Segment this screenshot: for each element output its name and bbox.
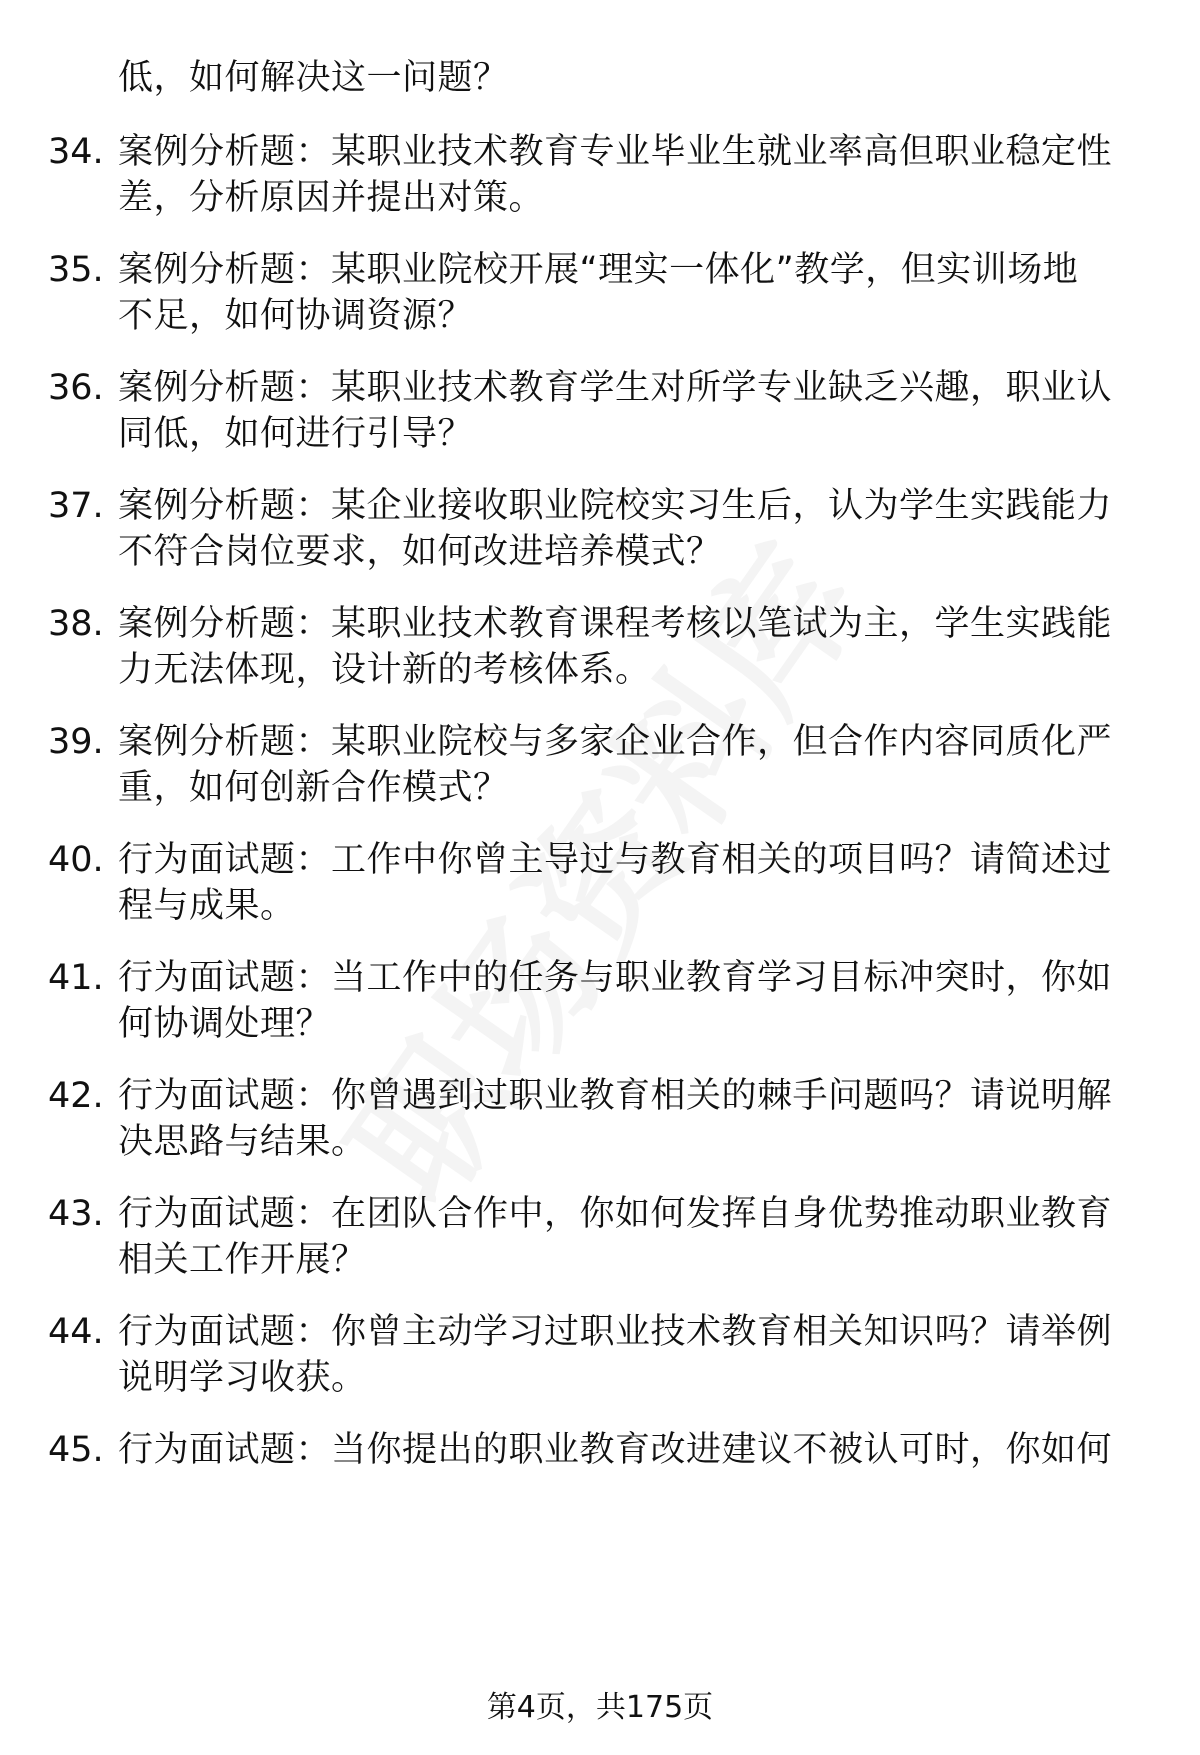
question-line: 案例分析题：某职业技术教育学生对所学专业缺乏兴趣，职业认 <box>118 368 1113 408</box>
question-line: 行为面试题：你曾主动学习过职业技术教育相关知识吗？请举例 <box>118 1312 1113 1352</box>
question-line: 不足，如何协调资源？ <box>118 296 474 336</box>
question-number: 36. <box>48 368 104 408</box>
question-line: 力无法体现，设计新的考核体系。 <box>118 650 651 690</box>
question-line: 行为面试题：你曾遇到过职业教育相关的棘手问题吗？请说明解 <box>118 1076 1113 1116</box>
question-number: 44. <box>48 1312 104 1352</box>
question-line: 相关工作开展？ <box>118 1240 367 1280</box>
question-line: 同低，如何进行引导？ <box>118 414 474 454</box>
question-line: 不符合岗位要求，如何改进培养模式？ <box>118 532 722 572</box>
question-line: 行为面试题：当工作中的任务与职业教育学习目标冲突时，你如 <box>118 958 1113 998</box>
question-number: 41. <box>48 958 104 998</box>
question-line: 行为面试题：在团队合作中，你如何发挥自身优势推动职业教育 <box>118 1194 1113 1234</box>
question-number: 45. <box>48 1430 104 1470</box>
question-line: 行为面试题：当你提出的职业教育改进建议不被认可时，你如何 <box>118 1430 1113 1470</box>
question-line: 说明学习收获。 <box>118 1358 367 1398</box>
question-line: 案例分析题：某职业院校与多家企业合作，但合作内容同质化严 <box>118 722 1113 762</box>
question-number: 37. <box>48 486 104 526</box>
question-number: 39. <box>48 722 104 762</box>
question-number: 34. <box>48 132 104 172</box>
question-line: 案例分析题：某职业技术教育课程考核以笔试为主，学生实践能 <box>118 604 1113 644</box>
question-line: 低，如何解决这一问题？ <box>118 58 509 98</box>
question-line: 案例分析题：某职业技术教育专业毕业生就业率高但职业稳定性 <box>118 132 1113 172</box>
question-number: 42. <box>48 1076 104 1116</box>
question-number: 40. <box>48 840 104 880</box>
question-line: 何协调处理？ <box>118 1004 332 1044</box>
page-footer: 第4页，共175页 <box>486 1690 714 1725</box>
question-number: 35. <box>48 250 104 290</box>
question-number: 38. <box>48 604 104 644</box>
question-line: 程与成果。 <box>118 886 296 926</box>
question-line: 案例分析题：某企业接收职业院校实习生后，认为学生实践能力 <box>118 486 1113 526</box>
question-line: 重，如何创新合作模式？ <box>118 768 509 808</box>
question-line: 差，分析原因并提出对策。 <box>118 178 545 218</box>
question-line: 行为面试题：工作中你曾主导过与教育相关的项目吗？请简述过 <box>118 840 1113 880</box>
question-number: 43. <box>48 1194 104 1234</box>
question-line: 案例分析题：某职业院校开展“理实一体化”教学，但实训场地 <box>118 250 1079 290</box>
question-line: 决思路与结果。 <box>118 1122 367 1162</box>
